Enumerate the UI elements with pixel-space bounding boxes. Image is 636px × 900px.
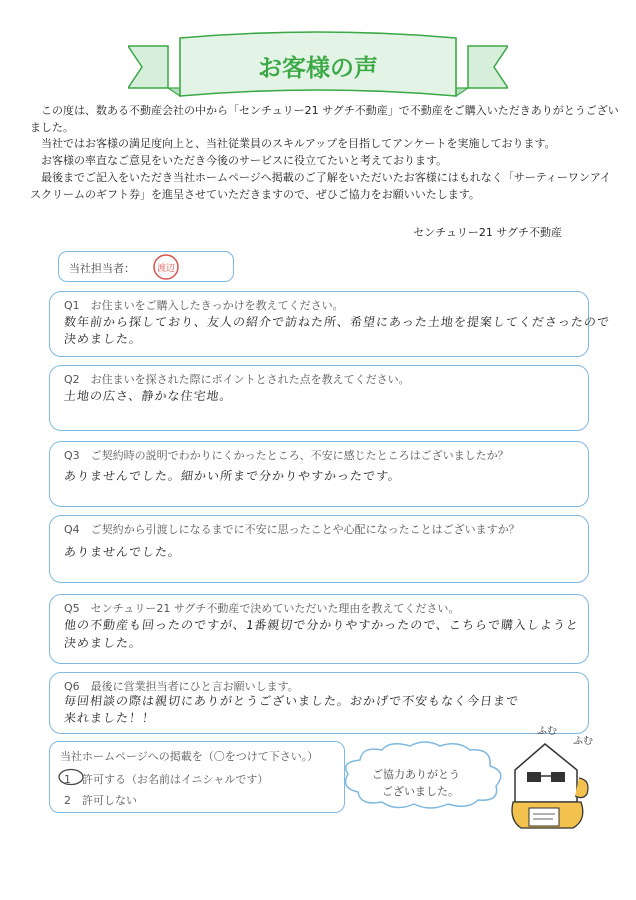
answer-line: ありませんでした。細かい所まで分かりやすかったです。 [63,469,402,483]
answer-line: ありませんでした。 [63,545,182,559]
staff-label: 当社担当者： [69,262,135,275]
thanks-line-1: ご協力ありがとう [372,768,460,781]
mascot-illustration [495,720,605,830]
question-text: Q2 お住まいを探された際にポイントとされた点を教えてください。 [64,373,410,386]
company-name: センチュリー21 サグチ不動産 [413,226,562,239]
page-title: お客様の声 [258,54,378,82]
selection-circle-mark [56,768,86,786]
option-deny[interactable]: 2 許可しない [64,794,137,807]
question-text: Q5 センチュリー21 サグチ不動産で決めていただいた理由を教えてください。 [64,602,460,615]
publication-title: 当社ホームページへの掲載を（〇をつけて下さい。） [60,750,319,763]
question-box-q4 [49,515,589,583]
intro-paragraph-3: お客様の率直なご意見をいただき今後のサービスに役立てたいと考えております。 [41,154,448,168]
question-text: Q3 ご契約時の説明でわかりにくかったところ、不安に感じたところはございましたか？ [64,449,509,462]
intro-text [30,103,620,203]
answer-line: 数年前から探しており、友人の紹介で訪ねた所、希望にあった土地を提案してくださったので [63,315,611,329]
publication-permission-box [49,741,345,813]
intro-paragraph-1: この度は、数ある不動産会社の中から「センチュリー21 サグチ不動産」で不動産をご購入いただきありがとうございました。 [30,104,619,134]
question-box-q1 [49,291,611,357]
answer-line: 土地の広さ、静かな住宅地。 [63,389,234,403]
answer-line: 来れました！！ [63,711,156,725]
stamp-text: 渡辺 [156,264,176,274]
question-box-q5 [49,594,589,664]
thanks-line-2: ございました。 [382,785,459,798]
staff-field [58,251,234,282]
question-box-q3 [49,441,589,507]
answer-line: 毎回相談の際は親切にありがとうございました。おかげで不安もなく今日まで [63,694,520,708]
intro-paragraph-2: 当社ではお客様の満足度向上と、当社従業員のスキルアップを目指してアンケートを実施しております。 [41,137,556,151]
staff-seal-stamp [151,252,181,282]
question-text: Q4 ご契約から引渡しになるまでに不安に思ったことや心配になったことはございますか？ [64,523,520,536]
mascot-sound-2: ふむ [573,736,593,747]
option-allow[interactable]: 1 許可する（お名前はイニシャルです） [64,773,269,786]
title-banner [128,28,508,108]
mascot-sound-1: ふむ [537,726,557,737]
question-text: Q1 お住まいをご購入したきっかけを教えてください。 [64,299,344,312]
answer-line: 他の不動産も回ったのですが、1番親切で分かりやすかったので、こちらで購入しようと [63,618,580,632]
answer-line: 決めました。 [63,636,143,650]
question-box-q2 [49,365,589,431]
intro-paragraph-4: 最後までご記入をいただき当社ホームページへ掲載のご了解をいただいたお客様にはもれなく「サーティーワンアイスクリームのギフト券」を進呈させていただきますので、ぜひご協力をお願いいたします。 [30,170,611,201]
question-text: Q6 最後に営業担当者にひと言お願いします。 [64,680,299,693]
answer-line: 決めました。 [63,332,143,346]
